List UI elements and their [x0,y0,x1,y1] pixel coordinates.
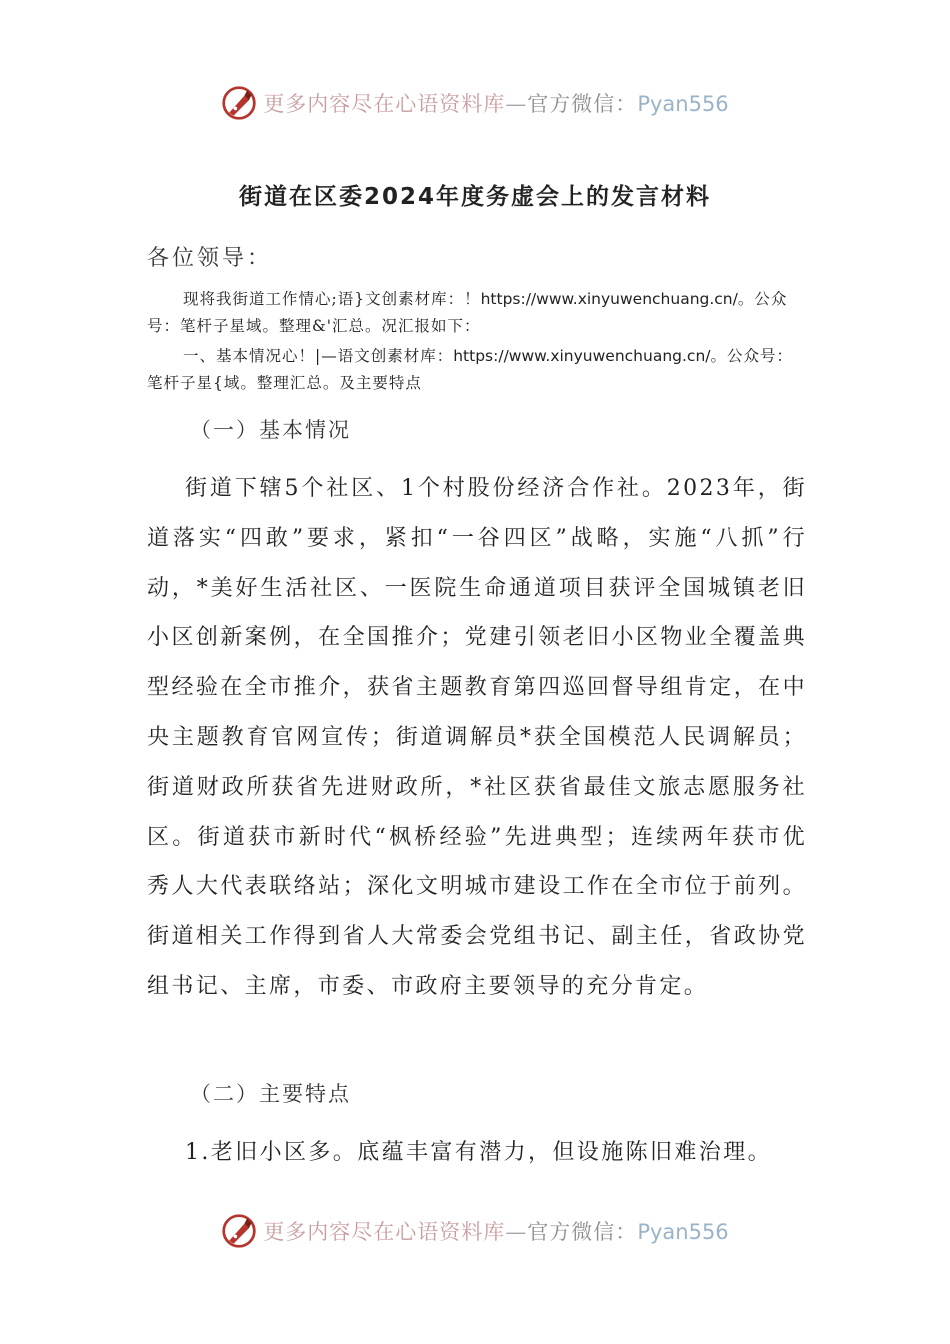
document-title: 街道在区委2024年度务虚会上的发言材料 [238,184,711,210]
intro-1-text-a: 现将我街道工作情心;语}文创素材库：！ [183,290,481,308]
pen-nib-logo-icon [221,85,257,121]
banner-wechat-id: Pyan556 [637,1220,729,1244]
section-1-body: 街道下辖5个社区、1个村股份经济合作社。2023年，街道落实“四敢”要求，紧扣“一谷四区”战略，实施“八抓”行动，*美好生活社区、一医院生命通道项目获评全国城镇老旧小区创新案例，在全国推介；党建引领老旧小区物业全覆盖典型经验在全市推介，获省主题教育第四巡回督导组肯定，在中央主题教育官网宣传；街道调解员*获全国模范人民调解员；街道财政所获省先进财政所，*社区获省最佳文旅志愿服务社区。街道获市新时代“枫桥经验”先进典型；连续两年获市优秀人大代表联络站；深化文明城市建设工作在全市位于前列。街道相关工作得到省人大常委会党组书记、副主任，省政协党组书记、主席，市委、市政府主要领导的充分肯定。 [147,476,807,999]
banner-separator: — [505,92,528,116]
header-banner [0,78,950,128]
banner-wechat-label: 官方微信： [527,1220,638,1244]
section-1-heading: （一）基本情况 [190,418,351,442]
banner-main: 更多内容尽在心语资料库 [263,1220,506,1244]
banner-main: 更多内容尽在心语资料库 [263,92,506,116]
salutation: 各位领导： [147,246,273,271]
banner-wechat-id: Pyan556 [637,92,729,116]
intro-2-text-b: 。公众号：笔杆子星{域。整理汇总。及主要特点 [147,347,794,392]
pen-nib-logo-icon [221,1213,257,1249]
intro-paragraph-1 [147,286,807,340]
banner-wechat-label: 官方微信： [527,92,638,116]
section-2-heading: （二）主要特点 [190,1082,351,1106]
banner-text [263,1216,728,1246]
intro-paragraph-2 [147,343,807,397]
footer-banner [0,1206,950,1256]
list-item-1: 1.老旧小区多。底蕴丰富有潜力，但设施陈旧难治理。 [185,1140,772,1165]
banner-text [263,88,728,118]
banner-separator: — [505,1220,528,1244]
intro-1-url: https://www.xinyuwenchuang.cn/ [480,290,738,308]
intro-2-text-a: 一、基本情况心！|—语文创素材库： [183,347,454,365]
intro-1-text-b: 。公众号：笔杆子星域。整理&'汇总。况汇报如下： [147,290,788,335]
intro-2-url: https://www.xinyuwenchuang.cn/ [453,347,711,365]
